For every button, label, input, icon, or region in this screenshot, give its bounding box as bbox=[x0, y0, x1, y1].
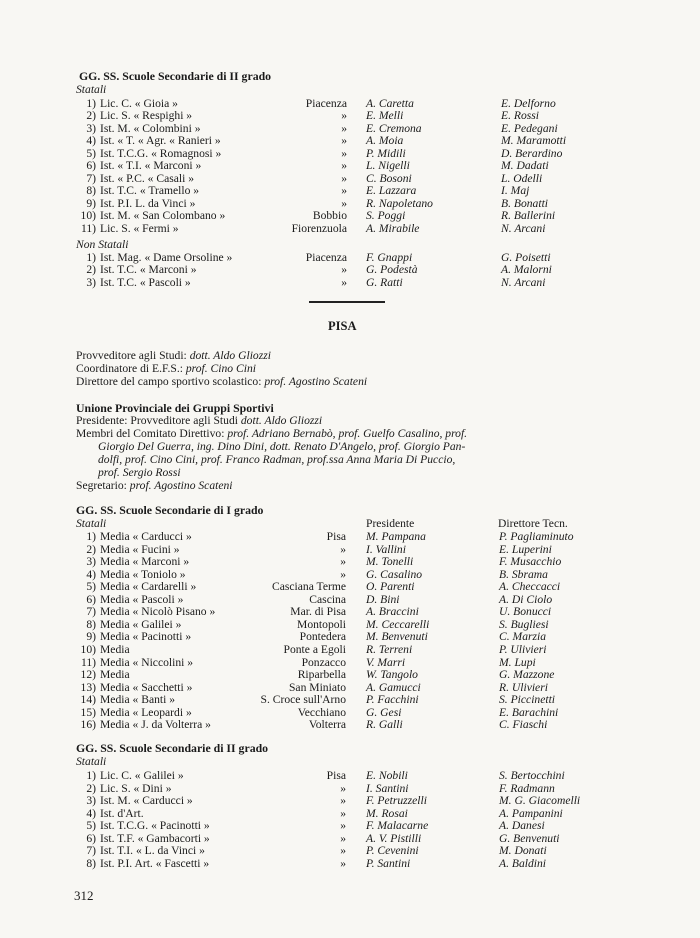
school-name: Ist. T.C.G. « Romagnosi » bbox=[100, 146, 222, 160]
column-header-presidente: Presidente bbox=[366, 517, 415, 530]
row-number: 6) bbox=[86, 159, 96, 173]
school-place: » bbox=[340, 856, 346, 870]
presidente-name: P. Santini bbox=[366, 856, 411, 870]
table-row bbox=[0, 845, 700, 858]
row-number: 3) bbox=[86, 275, 96, 289]
school-name: Media « Pascoli » bbox=[100, 592, 184, 606]
row-number: 5) bbox=[86, 819, 96, 832]
direttore-name: E. Rossi bbox=[501, 109, 540, 123]
row-number: 11) bbox=[80, 655, 96, 669]
membri-line-1 bbox=[76, 428, 467, 441]
direttore-name: E. Pedegani bbox=[501, 121, 558, 135]
official-label: Direttore del campo sportivo scolastico: bbox=[76, 375, 262, 388]
school-name: Media « Banti » bbox=[100, 693, 176, 707]
school-place: Casciana Terme bbox=[272, 580, 346, 594]
direttore-name: P. Pagliaminuto bbox=[499, 530, 574, 543]
table-row bbox=[0, 770, 700, 783]
school-name: Lic. S. « Fermi » bbox=[100, 221, 179, 235]
table-row bbox=[0, 160, 700, 173]
presidente-name: L. Nigelli bbox=[366, 159, 410, 173]
membri-line-4: prof. Sergio Rossi bbox=[98, 466, 181, 479]
school-name: Ist. T.C. « Tramello » bbox=[100, 184, 200, 198]
presidente-name: P. Midili bbox=[366, 146, 406, 160]
school-place: » bbox=[341, 196, 347, 210]
row-number: 11) bbox=[80, 221, 96, 235]
direttore-name: N. Arcani bbox=[501, 275, 546, 289]
row-number: 1) bbox=[86, 530, 96, 543]
presidente-name: F. Gnappi bbox=[366, 251, 413, 264]
school-place: » bbox=[340, 844, 346, 857]
row-number: 16) bbox=[80, 718, 96, 732]
school-name: Media « Fucini » bbox=[100, 542, 180, 556]
presidente-name: A. Mirabile bbox=[366, 221, 420, 235]
school-name: Ist. d'Art. bbox=[100, 806, 144, 820]
presidente-name: E. Cremona bbox=[366, 121, 422, 135]
school-place: » bbox=[341, 184, 347, 198]
school-place: » bbox=[341, 109, 347, 123]
school-name: Lic. S. « Respighi » bbox=[100, 109, 193, 123]
presidente-name: M. Tonelli bbox=[366, 555, 414, 569]
row-number: 10) bbox=[80, 209, 96, 223]
school-place: » bbox=[340, 781, 346, 795]
direttore-name: B. Bonatti bbox=[501, 196, 549, 210]
presidente-name: I. Vallini bbox=[366, 542, 406, 556]
school-name: Media bbox=[100, 642, 130, 656]
school-place: » bbox=[340, 567, 346, 581]
school-name: Media « Cardarelli » bbox=[100, 580, 197, 594]
table-row bbox=[0, 277, 700, 290]
presidente-label: Presidente: Provveditore agli Studi bbox=[76, 414, 238, 427]
direttore-name: C. Marzia bbox=[499, 630, 547, 644]
membri-line-3: dolfi, prof. Cino Cini, prof. Franco Radman, prof.ssa Anna Maria Di Puccio, bbox=[98, 453, 456, 466]
table-row bbox=[0, 820, 700, 833]
school-name: Ist. T.F. « Gambacorti » bbox=[100, 831, 210, 845]
school-name: Media bbox=[100, 668, 130, 682]
direttore-name: D. Berardino bbox=[501, 146, 563, 160]
school-place: » bbox=[340, 794, 346, 807]
direttore-name: G. Mazzone bbox=[499, 668, 555, 682]
presidente-name: A. Braccini bbox=[366, 605, 419, 619]
direttore-name: F. Radmann bbox=[499, 781, 555, 795]
school-name: Lic. C. « Galilei » bbox=[100, 769, 184, 782]
direttore-name: M. Maramotti bbox=[501, 134, 567, 148]
school-place: » bbox=[340, 819, 346, 832]
presidente-name: G. Gesi bbox=[366, 705, 402, 719]
row-number: 8) bbox=[86, 617, 96, 631]
school-name: Media « Nicolò Pisano » bbox=[100, 605, 216, 619]
official-label: Provveditore agli Studi: bbox=[76, 349, 187, 362]
presidente-name: P. Cevenini bbox=[366, 844, 419, 857]
school-name: Ist. M. « Colombini » bbox=[100, 121, 201, 135]
row-number: 2) bbox=[86, 542, 96, 556]
union-heading: Unione Provinciale dei Gruppi Sportivi bbox=[76, 401, 274, 415]
direttore-name: E. Delforno bbox=[501, 97, 556, 110]
second-grade-statali-label: Statali bbox=[76, 755, 107, 768]
row-number: 2) bbox=[86, 109, 96, 123]
presidente-name: V. Marri bbox=[366, 655, 406, 669]
row-number: 6) bbox=[86, 592, 96, 606]
presidente-name: O. Parenti bbox=[366, 580, 415, 594]
direttore-name: A. Danesi bbox=[499, 819, 545, 832]
first-grade-heading: GG. SS. Scuole Secondarie di I grado bbox=[76, 503, 264, 517]
direttore-name: L. Odelli bbox=[501, 171, 543, 185]
direttore-name: M. G. Giacomelli bbox=[499, 794, 581, 807]
presidente-name: P. Facchini bbox=[366, 693, 419, 707]
school-place: » bbox=[341, 121, 347, 135]
row-number: 8) bbox=[86, 184, 96, 198]
presidente-name: F. Petruzzelli bbox=[366, 794, 427, 807]
table-row bbox=[0, 606, 700, 619]
school-place: Fiorenzuola bbox=[291, 221, 347, 235]
presidente-name: M. Rosai bbox=[366, 806, 408, 820]
direttore-name: R. Ballerini bbox=[501, 209, 556, 223]
school-name: Ist. « P.C. « Casali » bbox=[100, 171, 195, 185]
row-number: 9) bbox=[86, 630, 96, 644]
direttore-name: E. Luperini bbox=[499, 542, 552, 556]
school-place: » bbox=[340, 542, 346, 556]
presidente-name: M. Benvenuti bbox=[366, 630, 428, 644]
school-place: Piacenza bbox=[305, 97, 347, 110]
first-grade-statali-label: Statali bbox=[76, 517, 107, 530]
presidente-name: A. Gamucci bbox=[366, 680, 421, 694]
membri-label: Membri del Comitato Direttivo: bbox=[76, 427, 225, 440]
school-place: » bbox=[341, 263, 347, 277]
row-number: 12) bbox=[80, 668, 96, 682]
presidente-name: A. Caretta bbox=[366, 97, 414, 110]
row-number: 13) bbox=[80, 680, 96, 694]
row-number: 15) bbox=[80, 705, 96, 719]
direttore-name: M. Dadati bbox=[501, 159, 549, 173]
school-place: S. Croce sull'Arno bbox=[260, 693, 346, 707]
row-number: 3) bbox=[86, 555, 96, 569]
presidente-name: S. Poggi bbox=[366, 209, 406, 223]
row-number: 14) bbox=[80, 693, 96, 707]
direttore-name: I. Maj bbox=[501, 184, 530, 198]
direttore-name: A. Checcacci bbox=[499, 580, 561, 594]
row-number: 7) bbox=[86, 171, 96, 185]
school-name: Ist. P.I. Art. « Fascetti » bbox=[100, 856, 210, 870]
row-number: 1) bbox=[86, 251, 96, 264]
school-place: » bbox=[341, 275, 347, 289]
school-name: Media « Marconi » bbox=[100, 555, 190, 569]
school-place: Montopoli bbox=[297, 617, 346, 631]
row-number: 2) bbox=[86, 263, 96, 277]
direttore-name: M. Lupi bbox=[499, 655, 536, 669]
school-name: Ist. T.I. « L. da Vinci » bbox=[100, 844, 205, 857]
school-name: Media « Sacchetti » bbox=[100, 680, 193, 694]
direttore-name: M. Donati bbox=[499, 844, 547, 857]
direttore-name: S. Piccinetti bbox=[499, 693, 556, 707]
presidente-name: A. V. Pistilli bbox=[366, 831, 422, 845]
segretario-line bbox=[76, 480, 233, 493]
presidente-name: A. Moia bbox=[366, 134, 404, 148]
presidente-name: G. Casalino bbox=[366, 567, 423, 581]
school-place: » bbox=[341, 134, 347, 148]
school-place: Ponte a Egoli bbox=[283, 642, 346, 656]
direttore-name: A. Baldini bbox=[499, 856, 547, 870]
table-row bbox=[0, 210, 700, 223]
school-place: Riparbella bbox=[297, 668, 346, 682]
school-place: Pontedera bbox=[299, 630, 346, 644]
table-row bbox=[0, 644, 700, 657]
official-line-2 bbox=[76, 363, 256, 376]
table-row bbox=[0, 669, 700, 682]
direttore-name: P. Ulivieri bbox=[499, 642, 547, 656]
school-place: Mar. di Pisa bbox=[290, 605, 346, 619]
presidente-name: E. Nobili bbox=[366, 769, 408, 782]
row-number: 7) bbox=[86, 844, 96, 857]
school-place: » bbox=[340, 831, 346, 845]
school-name: Media « Toniolo » bbox=[100, 567, 186, 581]
school-place: Ponzacco bbox=[301, 655, 346, 669]
school-name: Media « Niccolini » bbox=[100, 655, 194, 669]
school-name: Ist. T.C. « Pascoli » bbox=[100, 275, 191, 289]
second-grade-heading: GG. SS. Scuole Secondarie di II grado bbox=[76, 741, 269, 755]
row-number: 7) bbox=[86, 605, 96, 619]
membri-text: prof. Adriano Bernabò, prof. Guelfo Casalino, prof. bbox=[227, 427, 468, 440]
presidente-name: C. Bosoni bbox=[366, 171, 412, 185]
official-label: Coordinatore di E.F.S.: bbox=[76, 362, 183, 375]
presidente-name: M. Ceccarelli bbox=[366, 617, 430, 631]
school-place: » bbox=[341, 159, 347, 173]
row-number: 5) bbox=[86, 146, 96, 160]
table-row bbox=[0, 531, 700, 544]
row-number: 6) bbox=[86, 831, 96, 845]
school-name: Media « Leopardi » bbox=[100, 705, 192, 719]
row-number: 1) bbox=[86, 97, 96, 110]
direttore-name: U. Bonucci bbox=[499, 605, 552, 619]
school-name: Media « Galilei » bbox=[100, 617, 182, 631]
school-name: Ist. P.I. L. da Vinci » bbox=[100, 196, 196, 210]
school-name: Lic. C. « Gioia » bbox=[100, 97, 178, 110]
direttore-name: C. Fiaschi bbox=[499, 718, 548, 732]
school-name: Media « Carducci » bbox=[100, 530, 192, 543]
school-name: Ist. M. « Carducci » bbox=[100, 794, 193, 807]
row-number: 3) bbox=[86, 794, 96, 807]
table-row bbox=[0, 223, 700, 236]
school-place: Pisa bbox=[326, 769, 346, 782]
direttore-name: F. Musacchio bbox=[499, 555, 562, 569]
row-number: 4) bbox=[86, 134, 96, 148]
section-heading-top: GG. SS. Scuole Secondarie di II grado bbox=[79, 69, 272, 83]
presidente-name: M. Pampana bbox=[366, 530, 426, 543]
official-line-1 bbox=[76, 350, 271, 363]
school-name: Ist. Mag. « Dame Orsoline » bbox=[100, 251, 233, 264]
section-divider bbox=[309, 301, 385, 303]
direttore-name: G. Poisetti bbox=[501, 251, 551, 264]
school-name: Ist. M. « San Colombano » bbox=[100, 209, 226, 223]
row-number: 4) bbox=[86, 567, 96, 581]
presidente-line bbox=[76, 415, 322, 428]
official-value: dott. Aldo Gliozzi bbox=[189, 349, 271, 362]
direttore-name: R. Ulivieri bbox=[499, 680, 548, 694]
presidente-name: F. Malacarne bbox=[366, 819, 429, 832]
presidente-name: E. Lazzara bbox=[366, 184, 417, 198]
official-value: prof. Cino Cini bbox=[185, 362, 256, 375]
school-place: Volterra bbox=[308, 718, 346, 732]
presidente-name: I. Santini bbox=[366, 781, 409, 795]
presidente-name: W. Tangolo bbox=[366, 668, 418, 682]
row-number: 2) bbox=[86, 781, 96, 795]
row-number: 8) bbox=[86, 856, 96, 870]
table-row bbox=[0, 185, 700, 198]
row-number: 5) bbox=[86, 580, 96, 594]
presidente-value: dott. Aldo Gliozzi bbox=[240, 414, 323, 427]
school-name: Ist. T.C.G. « Pacinotti » bbox=[100, 819, 210, 832]
direttore-name: A. Pampanini bbox=[499, 806, 563, 820]
direttore-name: B. Sbrama bbox=[499, 567, 548, 581]
non-statali-label: Non Statali bbox=[76, 238, 129, 251]
school-name: Media « Pacinotti » bbox=[100, 630, 192, 644]
school-place: Pisa bbox=[326, 530, 346, 543]
direttore-name: S. Bugliesi bbox=[499, 617, 549, 631]
school-name: Ist. T.C. « Marconi » bbox=[100, 263, 197, 277]
row-number: 9) bbox=[86, 196, 96, 210]
school-place: Vecchiano bbox=[297, 705, 346, 719]
direttore-name: S. Bertocchini bbox=[499, 769, 565, 782]
school-name: Ist. « T.I. « Marconi » bbox=[100, 159, 202, 173]
direttore-name: E. Barachini bbox=[499, 705, 559, 719]
presidente-name: G. Podestà bbox=[366, 263, 418, 277]
table-row bbox=[0, 694, 700, 707]
direttore-name: A. Di Ciolo bbox=[499, 592, 553, 606]
presidente-name: R. Galli bbox=[366, 718, 403, 732]
school-place: » bbox=[341, 146, 347, 160]
table-row bbox=[0, 719, 700, 732]
direttore-name: A. Malorni bbox=[501, 263, 552, 277]
school-name: Media « J. da Volterra » bbox=[100, 718, 211, 732]
official-value: prof. Agostino Scateni bbox=[264, 375, 368, 388]
row-number: 1) bbox=[86, 769, 96, 782]
pisa-title: PISA bbox=[328, 319, 357, 333]
school-place: Cascina bbox=[309, 592, 346, 606]
school-place: » bbox=[341, 171, 347, 185]
presidente-name: G. Ratti bbox=[366, 275, 403, 289]
presidente-name: R. Terreni bbox=[366, 642, 413, 656]
segretario-label: Segretario: bbox=[76, 479, 127, 492]
membri-line-2: Giorgio Del Guerra, ing. Dino Dini, dott. Renato D'Angelo, prof. Giorgio Pan- bbox=[98, 440, 466, 453]
school-place: San Miniato bbox=[288, 680, 346, 694]
row-number: 10) bbox=[80, 642, 96, 656]
school-name: Lic. S. « Dini » bbox=[100, 781, 172, 795]
school-place: Bobbio bbox=[312, 209, 347, 223]
row-number: 4) bbox=[86, 806, 96, 820]
table-row bbox=[0, 795, 700, 808]
presidente-name: D. Bini bbox=[366, 592, 400, 606]
direttore-name: N. Arcani bbox=[501, 221, 546, 235]
column-header-direttore: Direttore Tecn. bbox=[498, 517, 568, 530]
table-row bbox=[0, 581, 700, 594]
school-name: Ist. « T. « Agr. « Ranieri » bbox=[100, 134, 221, 148]
presidente-name: E. Melli bbox=[366, 109, 404, 123]
school-place: » bbox=[340, 555, 346, 569]
statali-label-top: Statali bbox=[76, 83, 107, 96]
page-number: 312 bbox=[74, 888, 94, 903]
segretario-value: prof. Agostino Scateni bbox=[129, 479, 233, 492]
official-line-3 bbox=[76, 376, 367, 389]
school-place: » bbox=[340, 806, 346, 820]
table-row bbox=[0, 556, 700, 569]
direttore-name: G. Benvenuti bbox=[499, 831, 560, 845]
school-place: Piacenza bbox=[305, 251, 347, 264]
table-row bbox=[0, 858, 700, 871]
presidente-name: R. Napoletano bbox=[366, 196, 433, 210]
row-number: 3) bbox=[86, 121, 96, 135]
